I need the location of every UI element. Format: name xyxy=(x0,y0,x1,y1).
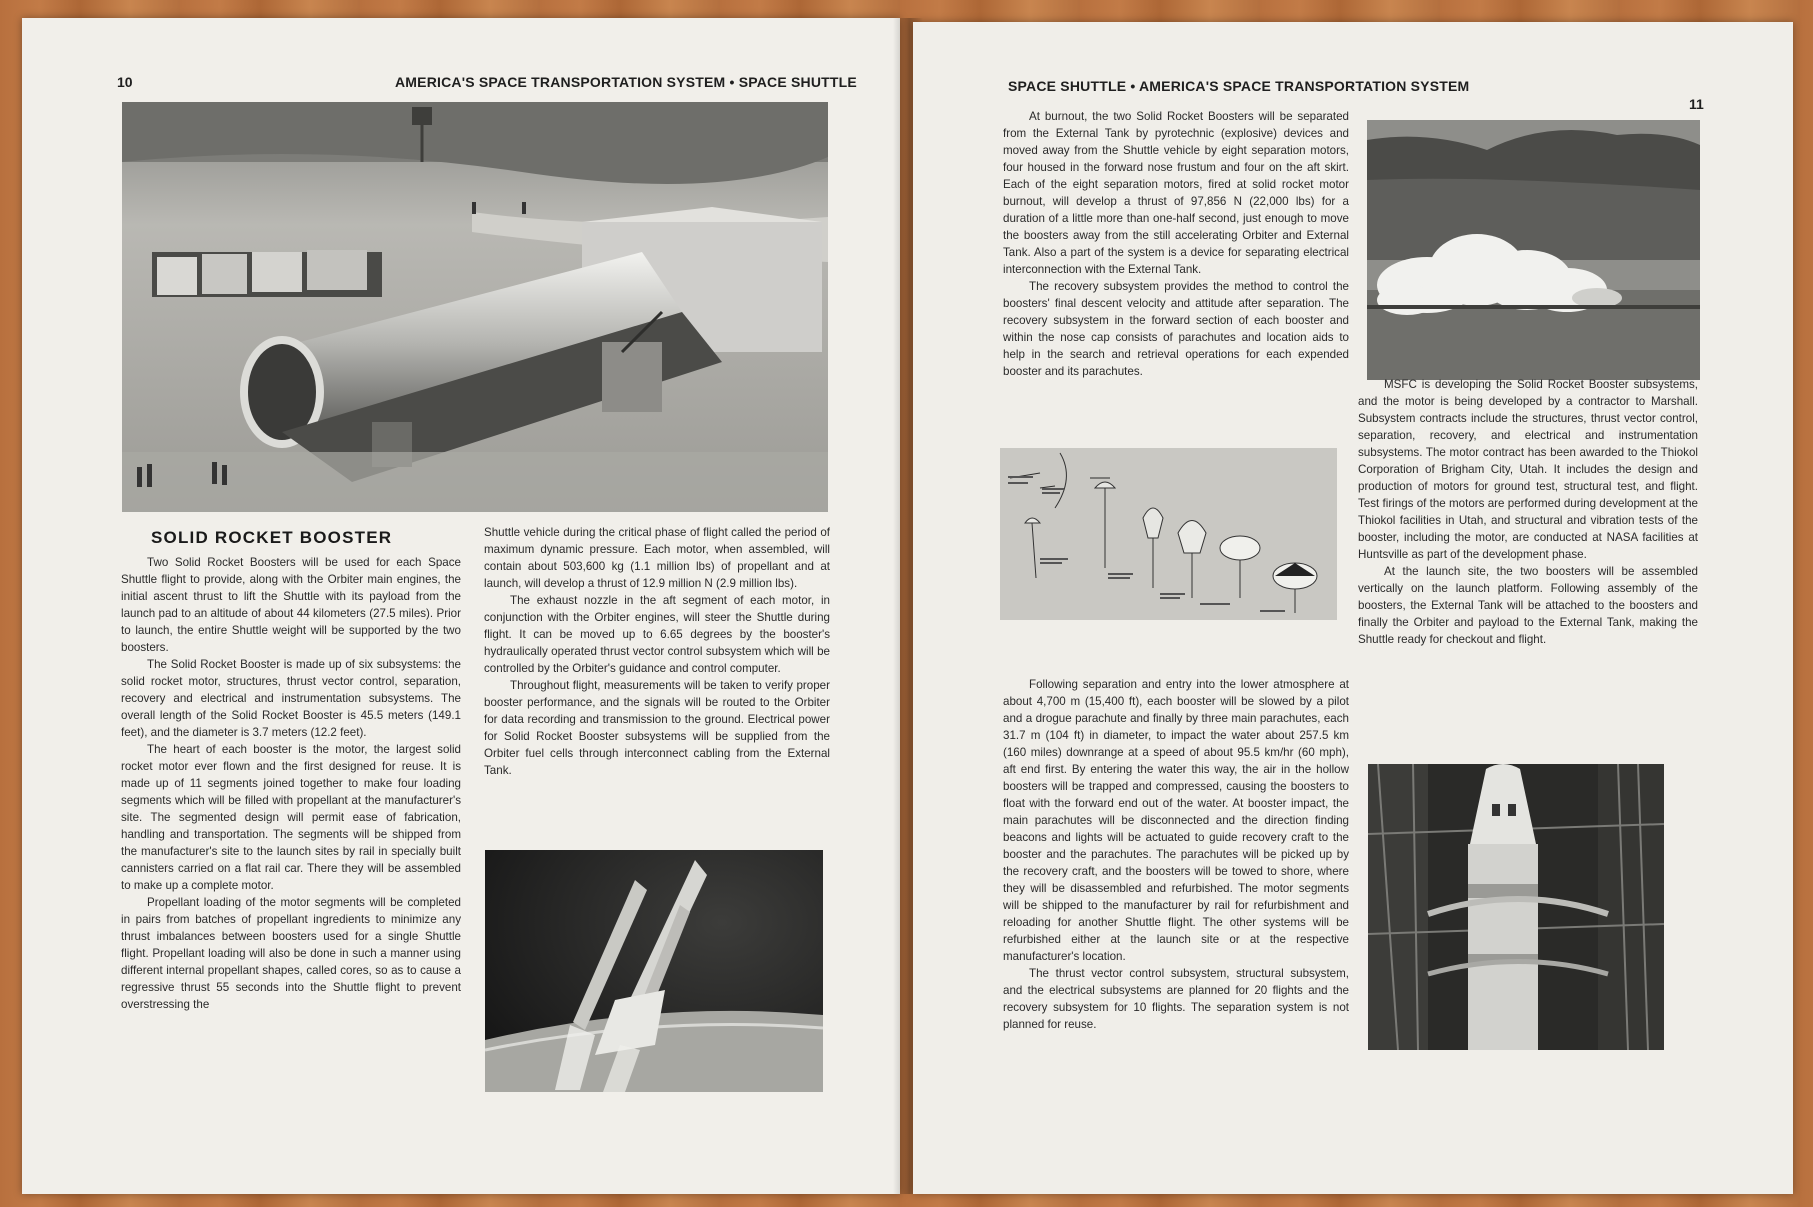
paragraph: At burnout, the two Solid Rocket Boosters will be separated from the External Tank by pyrotechnic (explosive) devices and moved away from the Shuttle vehicle by eight separation motors, four housed in the forward nose frustum and four on the aft skirt. Each of the eight separation motors, fired at solid rocket motor burnout, will develop a thrust of 97,856 N (22,000 lbs) for a duration of a little more than one-half second, just enough to move the boosters away from the still accelerating Orbiter and External Tank. Also a part of the system is a device for separating electrical interconnection with the External Tank. xyxy=(1003,110,1349,276)
paragraph: The exhaust nozzle in the aft segment of each motor, in conjunction with the Orbiter engines, will steer the Shuttle during flight. It can be moved up to 6.65 degrees by the booster's hydraulically operated thrust vector control subsystem which will be controlled by the Orbiter's guidance and control computer. xyxy=(484,594,830,675)
booster-assembly-photo xyxy=(1368,764,1664,1050)
section-heading: SOLID ROCKET BOOSTER xyxy=(151,528,393,547)
left-page xyxy=(22,18,900,1194)
paragraph: Two Solid Rocket Boosters will be used for each Space Shuttle flight to provide, along with the Orbiter main engines, the initial ascent thrust to lift the Shuttle with its payload from the launch pad to an altitude of about 44 kilometers (27.5 miles). Prior to launch, the entire Shuttle weight will be supported by the two boosters. xyxy=(121,556,461,654)
paragraph: The thrust vector control subsystem, structural subsystem, and the electrical subsystems are planned for 20 flights and the recovery subsystem for 10 flights. The separation system is not planned for reuse. xyxy=(1003,967,1349,1031)
right-page-number: 11 xyxy=(1689,96,1704,112)
shuttle-illustration xyxy=(485,850,823,1092)
paragraph: The heart of each booster is the motor, the largest solid rocket motor ever flown and the first designed for reuse. It is made up of 11 segments joined together to make four loading segments which will be filled with propellant at the manufacturer's site. The segmented design will permit ease of fabrication, handling and transportation. The segments will be shipped from the manufacturer's site to the launch sites by rail in specially built cannisters carried on a flat rail car. There they will be assembled to make up a complete motor. xyxy=(121,743,461,892)
paragraph: Shuttle vehicle during the critical phase of flight called the period of maximum dynamic pressure. Each motor, when assembled, will contain about 503,600 kg (1.1 million lbs) of propellant and at launch, will develop a thrust of 12.9 million N (2.9 million lbs). xyxy=(484,526,830,590)
right-column-1b xyxy=(1003,676,1349,1033)
booster-transport-photo xyxy=(122,102,828,512)
paragraph: Propellant loading of the motor segments will be completed in pairs from batches of propellant ingredients to minimize any thrust imbalances between boosters used for a single Shuttle flight. Propellant loading will also be done in such a manner using different internal propellant shapes, called cores, so as to cause a regressive thrust 55 seconds into the Shuttle flight to prevent overstressing the xyxy=(121,896,461,1011)
right-page xyxy=(913,22,1793,1194)
paragraph: The recovery subsystem provides the method to control the boosters' final descent velocity and attitude after separation. The recovery subsystem in the forward section of each booster and within the nose cap consists of parachutes and location aids to help in the search and retrieval operations for each expended booster and its parachutes. xyxy=(1003,280,1349,378)
paragraph: At the launch site, the two boosters will be assembled vertically on the launch platform. Following assembly of the boosters, the External Tank will be attached to the boosters and finally the Orbiter and payload to the External Tank, making the Shuttle ready for checkout and flight. xyxy=(1358,565,1698,646)
right-column-1a xyxy=(1003,108,1349,380)
paragraph: Following separation and entry into the lower atmosphere at about 4,700 m (15,400 ft), each booster will be slowed by a pilot and a drogue parachute and finally by three main parachutes, each 31.7 m (104 ft) in diameter, to impact the water about 257.5 km (160 miles) downrange at a speed of about 95.5 km/hr (60 mph), aft end first. By entering the water this way, the air in the hollow boosters will be trapped and compressed, causing the boosters to float with the forward end out of the water. At booster impact, the main parachutes will be disconnected and the direction finding beacons and lights will be actuated to guide recovery craft to the booster and the parachutes. The parachutes will be picked up by the recovery craft, and the boosters will be towed to shore, where they will be disassembled and refurbished. The motor segments will be shipped to the manufacturer by rail for refurbishment and reloading for another Shuttle flight. The other systems will be refurbished either at the launch site or at the respective manufacturer's location. xyxy=(1003,678,1349,963)
right-running-header: SPACE SHUTTLE • AMERICA'S SPACE TRANSPORTATION SYSTEM xyxy=(1008,78,1470,94)
left-running-header: AMERICA'S SPACE TRANSPORTATION SYSTEM • SPACE SHUTTLE xyxy=(395,74,857,90)
left-column-2 xyxy=(484,524,830,779)
parachute-recovery-diagram xyxy=(1000,448,1337,620)
right-column-2 xyxy=(1358,376,1698,648)
paragraph: MSFC is developing the Solid Rocket Booster subsystems, and the motor is being developed by a contractor to Marshall. Subsystem contracts include the structures, thrust vector control, separation, recovery, and electrical and instrumentation subsystems. The motor contract has been awarded to the Thiokol Corporation of Brigham City, Utah. It includes the design and production of motors for ground test, structural test, and flight. Test firings of the motors are performed during development at the Thiokol facilities in Utah, and structural and vibration tests of the booster, including the motor, are conducted at NASA facilities at Huntsville as part of the development phase. xyxy=(1358,378,1698,561)
left-page-number: 10 xyxy=(117,74,133,90)
paragraph: The Solid Rocket Booster is made up of six subsystems: the solid rocket motor, structures, thrust vector control, separation, recovery and electrical and instrumentation subsystems. The overall length of the Solid Rocket Booster is 45.5 meters (149.1 feet), and the diameter is 3.7 meters (12.2 feet). xyxy=(121,658,461,739)
test-firing-photo xyxy=(1367,120,1700,380)
left-column-1 xyxy=(121,554,461,1013)
paragraph: Throughout flight, measurements will be taken to verify proper booster performance, and the signals will be routed to the Orbiter for data recording and transmission to the ground. Electrical power for Solid Rocket Booster subsystems will be supplied from the Orbiter fuel cells through interconnect cabling from the External Tank. xyxy=(484,679,830,777)
